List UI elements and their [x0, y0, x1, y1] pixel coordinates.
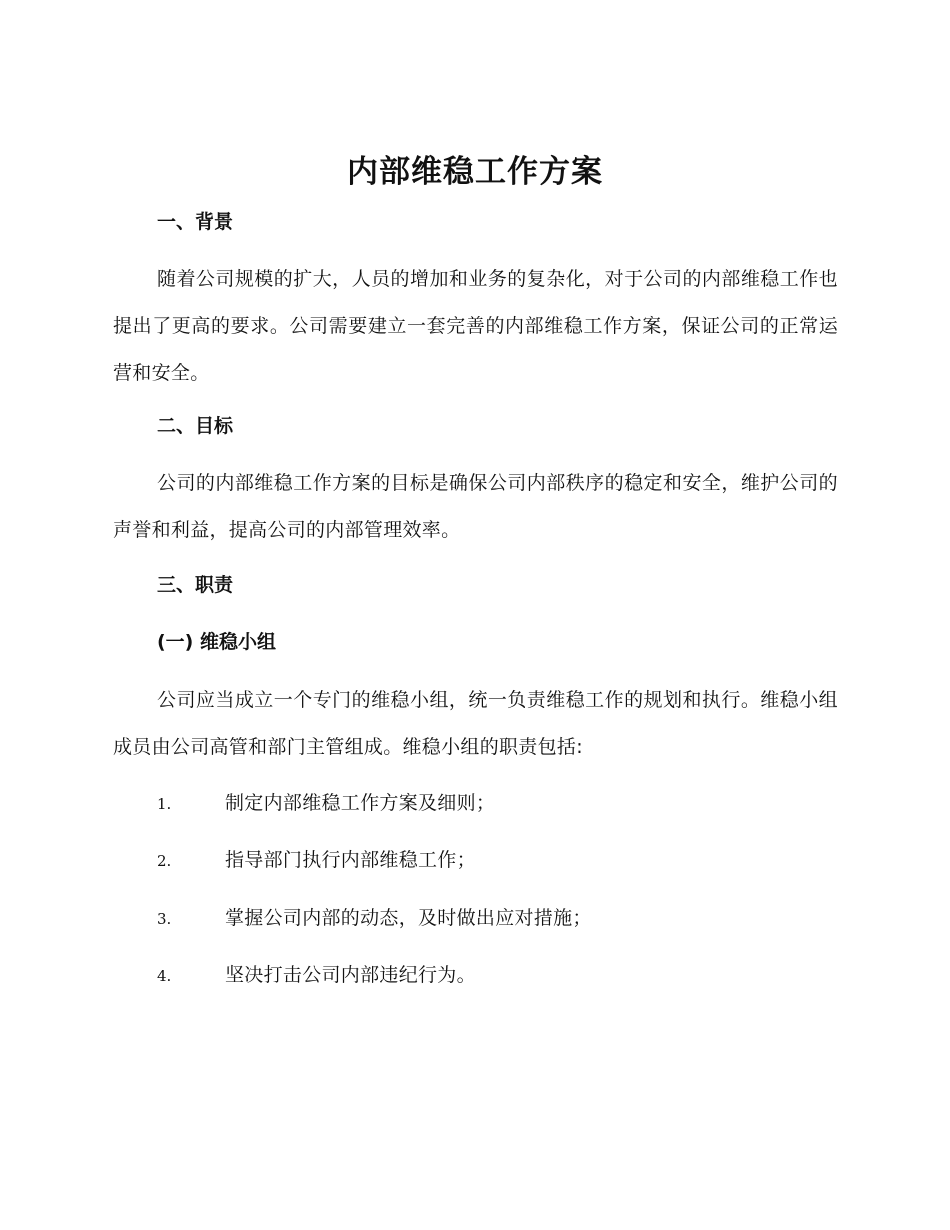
list-text: 坚决打击公司内部违纪行为。 [225, 964, 476, 986]
paragraph-background: 随着公司规模的扩大，人员的增加和业务的复杂化，对于公司的内部维稳工作也提出了更高的要求。公司需要建立一套完善的内部维稳工作方案，保证公司的正常运营和安全。 [113, 268, 838, 384]
list-number: 1. [157, 795, 172, 813]
list-text: 制定内部维稳工作方案及细则； [225, 792, 496, 814]
list-number: 2. [157, 852, 172, 870]
list-number: 4. [157, 967, 172, 985]
paragraph-goal: 公司的内部维稳工作方案的目标是确保公司内部秩序的稳定和安全，维护公司的声誉和利益，提高公司的内部管理效率。 [113, 472, 838, 541]
paragraph-team: 公司应当成立一个专门的维稳小组，统一负责维稳工作的规划和执行。维稳小组成员由公司高管和部门主管组成。维稳小组的职责包括: [113, 689, 838, 758]
section-heading-background: 一、背景 [157, 211, 234, 233]
document-title: 内部维稳工作方案 [347, 154, 603, 190]
subsection-heading-team: (一) 维稳小组 [157, 631, 276, 653]
section-heading-duties: 三、职责 [157, 574, 234, 596]
list-number: 3. [157, 910, 172, 928]
list-text: 指导部门执行内部维稳工作； [225, 849, 476, 871]
section-heading-goal: 二、目标 [157, 415, 234, 437]
list-text: 掌握公司内部的动态，及时做出应对措施； [225, 907, 592, 929]
